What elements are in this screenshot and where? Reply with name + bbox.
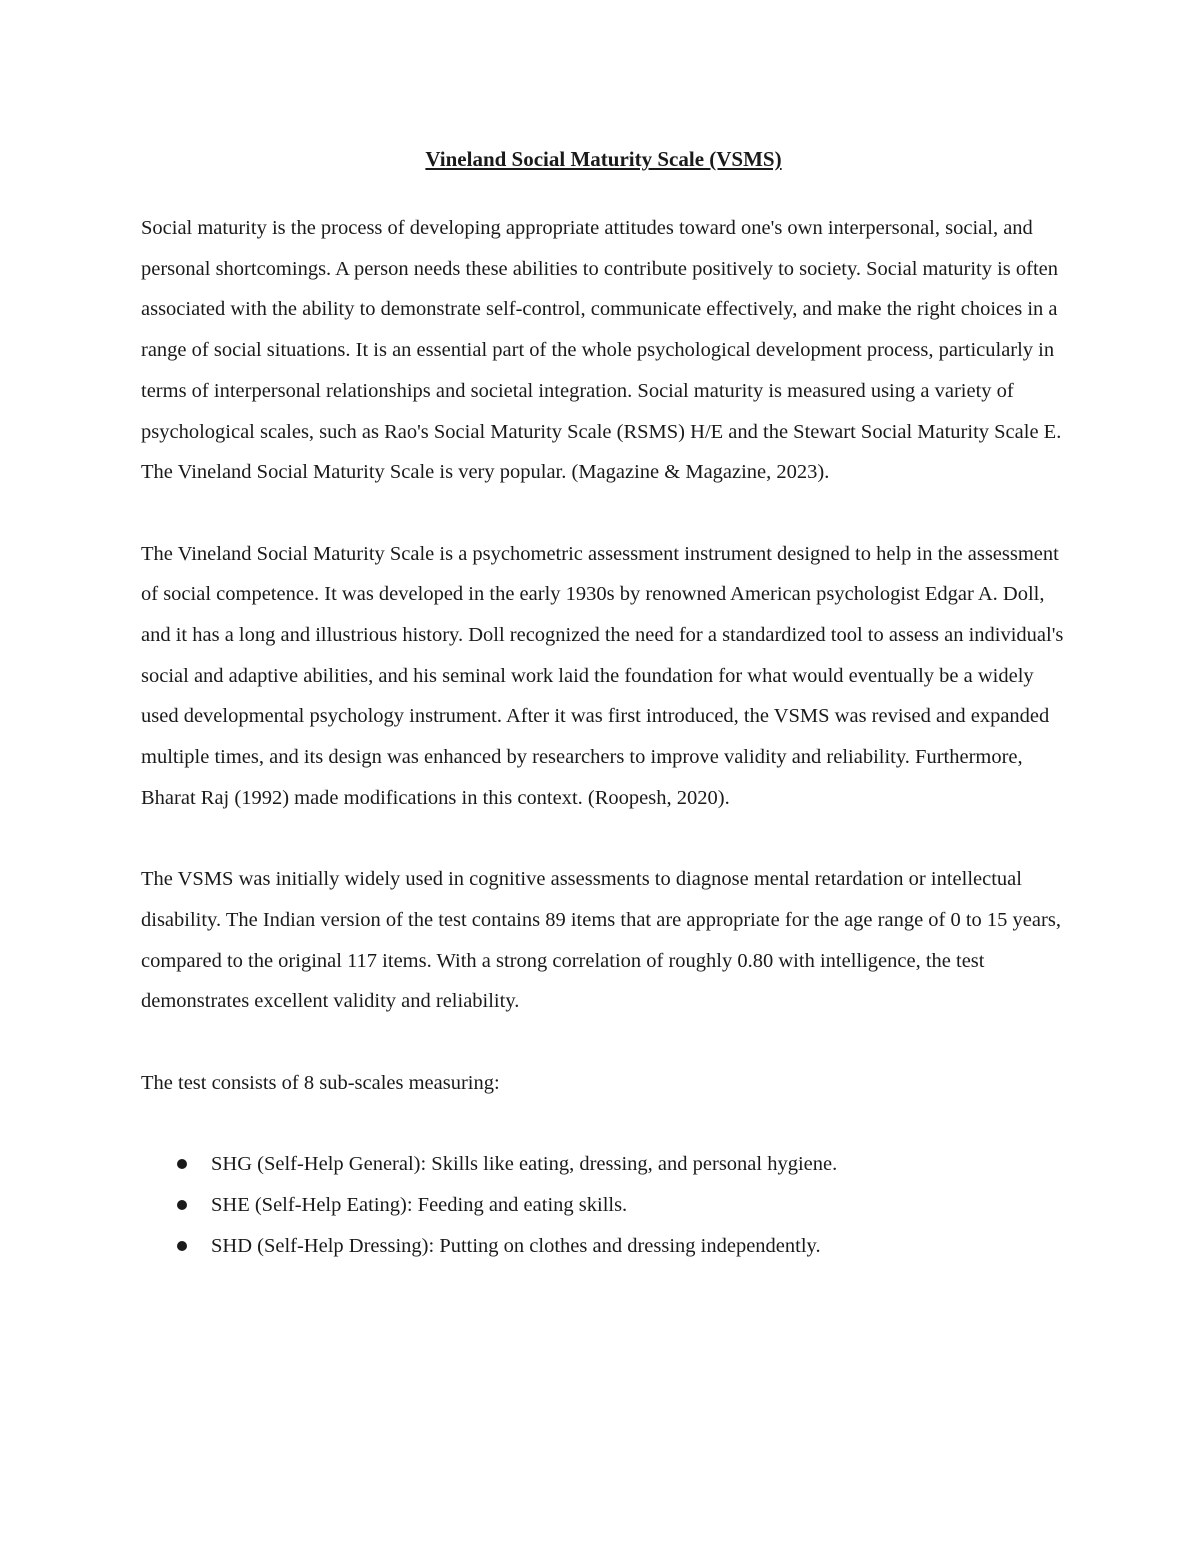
document-page [141, 140, 1066, 1266]
paragraph-vsms-history: The Vineland Social Maturity Scale is a psychometric assessment instrument designed to help in the assessment of social competence. It was developed in the early 1930s by renowned American psychologist Edgar A. Doll, and it has a long and illustrious history. Doll recognized the need for a standardized tool to assess an individual's social and adaptive abilities, and his seminal work laid the foundation for what would eventually be a widely used developmental psychology instrument. After it was first introduced, the VSMS was revised and expanded multiple times, and its design was enhanced by researchers to improve validity and reliability. Furthermore, Bharat Raj (1992) made modifications in this context. (Roopesh, 2020). [141, 542, 1064, 809]
list-item [141, 1144, 1066, 1185]
bullet-icon [177, 1200, 187, 1210]
subscale-list [141, 1144, 1066, 1266]
paragraph-vsms-usage: The VSMS was initially widely used in cognitive assessments to diagnose mental retardation or intellectual disability. The Indian version of the test contains 89 items that are appropriate for the age range of 0 to 15 years, compared to the original 117 items. With a strong correlation of roughly 0.80 with intelligence, the test demonstrates excellent validity and reliability. [141, 868, 1061, 1013]
list-item [141, 1226, 1066, 1267]
list-item-text: SHG (Self-Help General): Skills like eating, dressing, and personal hygiene. [211, 1153, 838, 1176]
list-item-text: SHE (Self-Help Eating): Feeding and eating skills. [211, 1193, 628, 1216]
paragraph-social-maturity: Social maturity is the process of developing appropriate attitudes toward one's own interpersonal, social, and personal shortcomings. A person needs these abilities to contribute positively to society. Social maturity is often associated with the ability to demonstrate self-control, communicate effectively, and make the right choices in a range of social situations. It is an essential part of the whole psychological development process, particularly in terms of interpersonal relationships and societal integration. Social maturity is measured using a variety of psychological scales, such as Rao's Social Maturity Scale (RSMS) H/E and the Stewart Social Maturity Scale E. The Vineland Social Maturity Scale is very popular. (Magazine & Magazine, 2023). [141, 217, 1062, 484]
bullet-icon [177, 1241, 187, 1251]
document-title: Vineland Social Maturity Scale (VSMS) [425, 147, 782, 171]
bullet-icon [177, 1159, 187, 1169]
list-item-text: SHD (Self-Help Dressing): Putting on clothes and dressing independently. [211, 1234, 821, 1257]
list-item [141, 1185, 1066, 1226]
paragraph-subscales-intro: The test consists of 8 sub-scales measuring: [141, 1071, 500, 1094]
